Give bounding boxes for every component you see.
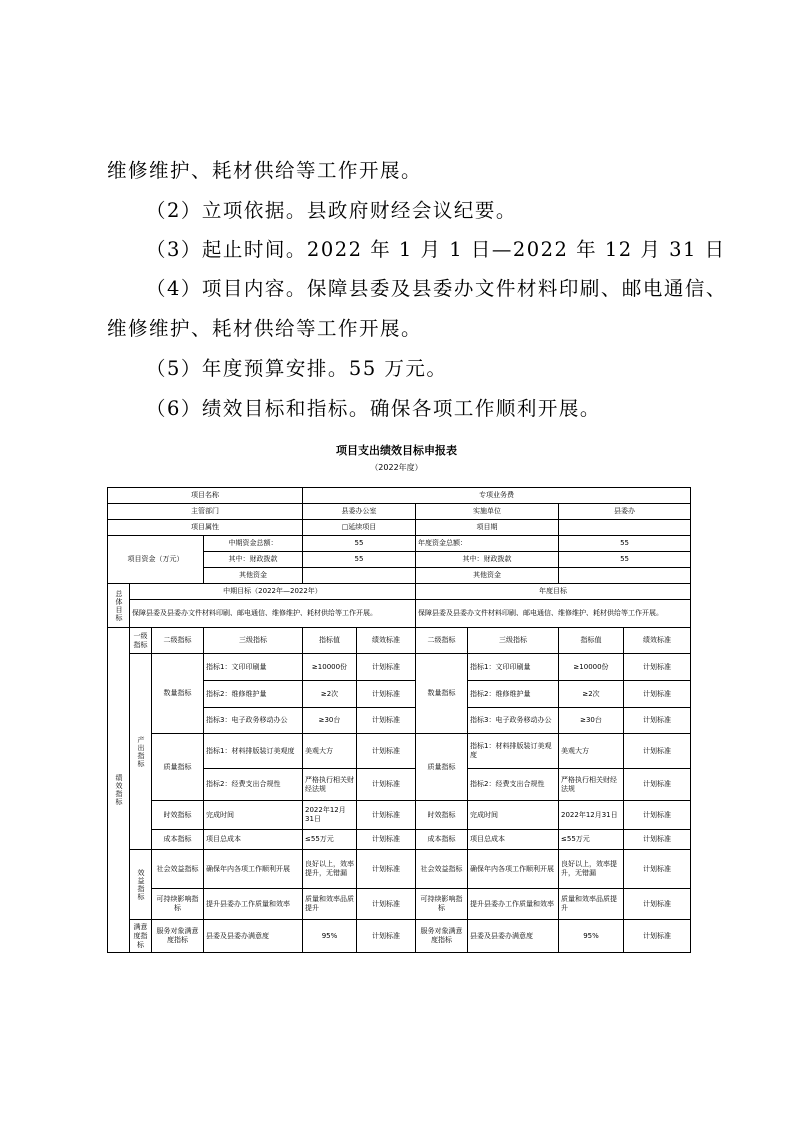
indicator-cell: 指标1：材料排版装订美观度 [468, 734, 559, 769]
header-level2: 二级指标 [152, 628, 204, 654]
value-cell: 严格执行相关财经法规 [303, 769, 357, 801]
header-level1: 一级指标 [130, 628, 152, 654]
cost-label: 成本指标 [416, 830, 468, 850]
header-standard: 绩效标准 [624, 628, 691, 654]
mid-goal-label: 中期目标（2022年—2022年） [130, 584, 416, 600]
quality-label: 质量指标 [416, 734, 468, 801]
indicator-cell: 指标2：经费支出合规性 [468, 769, 559, 801]
table-row [108, 488, 691, 504]
table-row [108, 600, 691, 628]
social-label: 社会效益指标 [152, 850, 204, 889]
standard-cell: 计划标准 [624, 920, 691, 953]
indicator-cell: 提升县委办工作质量和效率 [204, 889, 303, 920]
standard-cell: 计划标准 [357, 850, 416, 889]
indicator-cell: 县委及县委办满意度 [204, 920, 303, 953]
indicator-cell: 指标2：维修维护量 [468, 681, 559, 708]
value-cell: ≥30台 [559, 708, 624, 734]
table-row [108, 628, 691, 654]
value-cell: 2022年12月31日 [559, 801, 624, 830]
year-other-value [559, 568, 691, 584]
paragraph-line: （2）立项依据。县政府财经会议纪要。 [146, 199, 517, 222]
header-standard: 绩效标准 [357, 628, 416, 654]
standard-cell: 计划标准 [624, 654, 691, 681]
table-row [108, 889, 691, 920]
year-other-label: 其他资金 [416, 568, 559, 584]
quantity-label: 数量指标 [416, 654, 468, 734]
year-goal-label: 年度目标 [416, 584, 691, 600]
table-row [108, 801, 691, 830]
mid-goal-text: 保障县委及县委办文件材料印刷、邮电通信、维修维护、耗材供给等工作开展。 [130, 600, 416, 628]
value-cell: ≥2次 [559, 681, 624, 708]
indicator-cell: 指标3：电子政务移动办公 [468, 708, 559, 734]
indicator-cell: 确保年内各项工作顺利开展 [468, 850, 559, 889]
standard-cell: 计划标准 [624, 708, 691, 734]
standard-cell: 计划标准 [624, 769, 691, 801]
standard-cell: 计划标准 [624, 830, 691, 850]
header-level3: 三级指标 [468, 628, 559, 654]
standard-cell: 计划标准 [357, 708, 416, 734]
indicator-cell: 指标2：维修维护量 [204, 681, 303, 708]
indicator-cell: 指标2：经费支出合规性 [204, 769, 303, 801]
table-subtitle: （2022年度） [370, 463, 423, 472]
timeliness-label: 时效指标 [152, 801, 204, 830]
effect-indicator-label: 效益指标 [130, 850, 152, 920]
social-label: 社会效益指标 [416, 850, 468, 889]
value-cell: 95% [303, 920, 357, 953]
indicator-cell: 确保年内各项工作顺利开展 [204, 850, 303, 889]
standard-cell: 计划标准 [357, 769, 416, 801]
value-cell: 质量和效率品质提升 [303, 889, 357, 920]
quality-label: 质量指标 [152, 734, 204, 801]
year-fiscal-label: 其中：财政拨款 [416, 552, 559, 568]
indicator-cell: 项目总成本 [468, 830, 559, 850]
indicator-cell: 项目总成本 [204, 830, 303, 850]
table-row [108, 520, 691, 536]
standard-cell: 计划标准 [624, 681, 691, 708]
value-cell: ≥2次 [303, 681, 357, 708]
paragraph-line: （5）年度预算安排。55 万元。 [146, 357, 448, 380]
indicator-cell: 县委及县委办满意度 [468, 920, 559, 953]
impl-label: 实施单位 [416, 504, 559, 520]
standard-cell: 计划标准 [624, 889, 691, 920]
value-cell: ≤55万元 [303, 830, 357, 850]
service-sat-label: 服务对象满意度指标 [416, 920, 468, 953]
value-cell: 2022年12月31日 [303, 801, 357, 830]
table-row [108, 504, 691, 520]
attr-value: □延续项目 [303, 520, 416, 536]
paragraph-line: 维修维护、耗材供给等工作开展。 [107, 159, 423, 182]
standard-cell: 计划标准 [357, 801, 416, 830]
header-value: 指标值 [303, 628, 357, 654]
service-sat-label: 服务对象满意度指标 [152, 920, 204, 953]
satisfaction-indicator-label: 满意度指标 [130, 920, 152, 953]
mid-fiscal-label: 其中：财政拨款 [204, 552, 303, 568]
dept-label: 主管部门 [108, 504, 303, 520]
value-cell: 美观大方 [303, 734, 357, 769]
project-name-label: 项目名称 [108, 488, 303, 504]
value-cell: 质量和效率品质提升 [559, 889, 624, 920]
perf-indicator-label: 绩效指标 [108, 628, 130, 953]
paragraph-line: 维修维护、耗材供给等工作开展。 [107, 317, 423, 340]
standard-cell: 计划标准 [624, 734, 691, 769]
standard-cell: 计划标准 [357, 681, 416, 708]
standard-cell: 计划标准 [624, 801, 691, 830]
output-indicator-label: 产出指标 [130, 654, 152, 850]
quantity-label: 数量指标 [152, 654, 204, 734]
project-name-value: 专项业务费 [303, 488, 691, 504]
indicator-cell: 指标1：材料排版装订美观度 [204, 734, 303, 769]
paragraph-line: （3）起止时间。2022 年 1 月 1 日—2022 年 12 月 31 日 [146, 238, 726, 261]
period-label: 项目期 [416, 520, 559, 536]
indicator-cell: 完成时间 [468, 801, 559, 830]
indicator-cell: 指标1：文印印刷量 [468, 654, 559, 681]
mid-other-value [303, 568, 416, 584]
fund-label: 项目资金（万元） [108, 536, 204, 584]
header-level3: 三级指标 [204, 628, 303, 654]
mid-total-label: 中期资金总额： [204, 536, 303, 552]
paragraph-line: （6）绩效目标和指标。确保各项工作顺利开展。 [146, 397, 601, 420]
standard-cell: 计划标准 [357, 920, 416, 953]
table-row [108, 734, 691, 769]
period-value [559, 520, 691, 536]
indicator-cell: 指标1：文印印刷量 [204, 654, 303, 681]
paragraph-line: （4）项目内容。保障县委及县委办文件材料印刷、邮电通信、 [146, 277, 727, 300]
year-total-label: 年度资金总额： [416, 536, 559, 552]
mid-fiscal-value: 55 [303, 552, 416, 568]
overall-goal-label: 总体目标 [108, 584, 130, 628]
attr-label: 项目属性 [108, 520, 303, 536]
value-cell: ≥10000份 [303, 654, 357, 681]
value-cell: ≥30台 [303, 708, 357, 734]
impl-value: 县委办 [559, 504, 691, 520]
mid-other-label: 其他资金 [204, 568, 303, 584]
mid-total-value: 55 [303, 536, 416, 552]
value-cell: ≥10000份 [559, 654, 624, 681]
header-value: 指标值 [559, 628, 624, 654]
dept-value: 县委办公室 [303, 504, 416, 520]
year-fiscal-value: 55 [559, 552, 691, 568]
performance-table [107, 487, 691, 953]
value-cell: ≤55万元 [559, 830, 624, 850]
year-goal-text: 保障县委及县委办文件材料印刷、邮电通信、维修维护、耗材供给等工作开展。 [416, 600, 691, 628]
value-cell: 美观大方 [559, 734, 624, 769]
table-row [108, 830, 691, 850]
table-row [108, 850, 691, 889]
value-cell: 严格执行相关财经法规 [559, 769, 624, 801]
value-cell: 良好以上，效率提升，无错漏 [559, 850, 624, 889]
table-title: 项目支出绩效目标申报表 [336, 444, 457, 457]
table-row [108, 536, 691, 552]
table-row [108, 654, 691, 681]
cost-label: 成本指标 [152, 830, 204, 850]
standard-cell: 计划标准 [357, 734, 416, 769]
sustain-label: 可持续影响指标 [152, 889, 204, 920]
table-row [108, 920, 691, 953]
timeliness-label: 时效指标 [416, 801, 468, 830]
value-cell: 95% [559, 920, 624, 953]
indicator-cell: 指标3：电子政务移动办公 [204, 708, 303, 734]
indicator-cell: 提升县委办工作质量和效率 [468, 889, 559, 920]
indicator-cell: 完成时间 [204, 801, 303, 830]
sustain-label: 可持续影响指标 [416, 889, 468, 920]
standard-cell: 计划标准 [357, 889, 416, 920]
year-total-value: 55 [559, 536, 691, 552]
standard-cell: 计划标准 [357, 830, 416, 850]
value-cell: 良好以上，效率提升，无错漏 [303, 850, 357, 889]
header-level2: 二级指标 [416, 628, 468, 654]
standard-cell: 计划标准 [357, 654, 416, 681]
table-row [108, 584, 691, 600]
standard-cell: 计划标准 [624, 850, 691, 889]
